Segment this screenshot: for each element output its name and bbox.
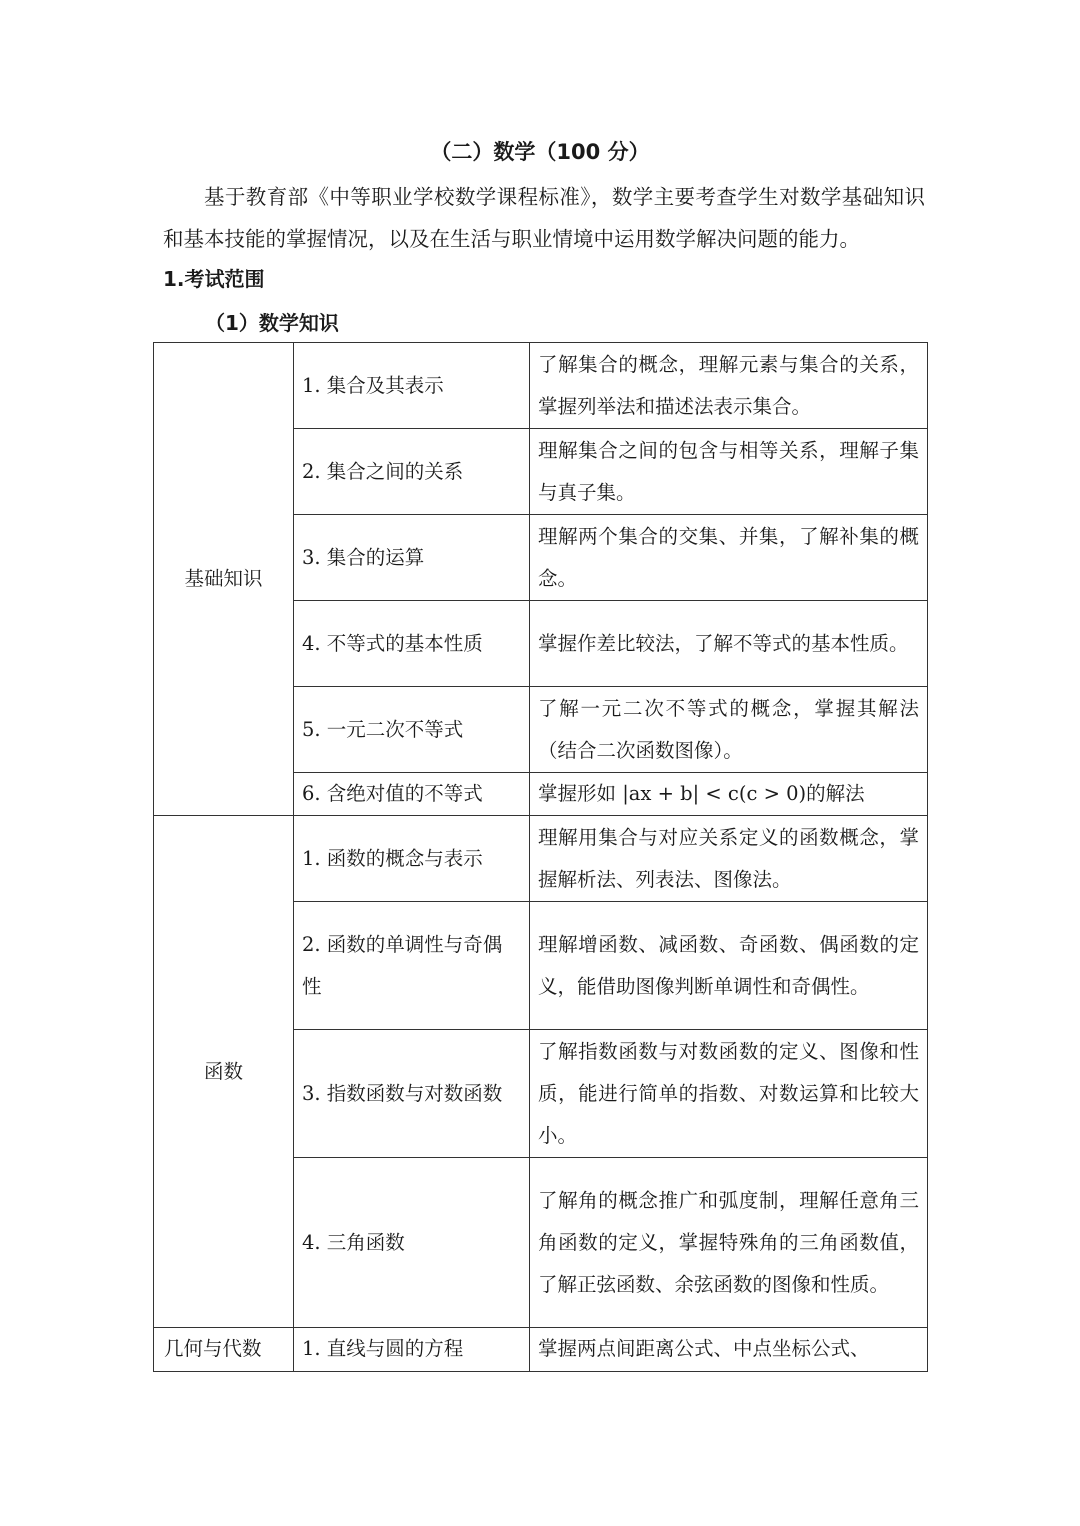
description-cell: 掌握作差比较法，了解不等式的基本性质。 — [530, 601, 928, 687]
topic-cell: 1. 直线与圆的方程 — [294, 1328, 530, 1372]
table-row — [154, 343, 928, 429]
topic-cell: 4. 不等式的基本性质 — [294, 601, 530, 687]
topic-cell: 2. 函数的单调性与奇偶性 — [294, 902, 530, 1030]
topic-cell: 4. 三角函数 — [294, 1158, 530, 1328]
section-heading: 1.考试范围 — [163, 267, 265, 291]
intro-paragraph: 基于教育部《中等职业学校数学课程标准》，数学主要考查学生对数学基础知识和基本技能的掌握情况，以及在生活与职业情境中运用数学解决问题的能力。 — [163, 185, 925, 251]
topic-cell: 3. 集合的运算 — [294, 515, 530, 601]
description-cell: 了解角的概念推广和弧度制，理解任意角三角函数的定义，掌握特殊角的三角函数值，了解正弦函数、余弦函数的图像和性质。 — [530, 1158, 928, 1328]
description-cell: 了解一元二次不等式的概念，掌握其解法（结合二次函数图像）。 — [530, 687, 928, 773]
subsection-heading: （1）数学知识 — [205, 311, 339, 335]
description-cell: 理解用集合与对应关系定义的函数概念，掌握解析法、列表法、图像法。 — [530, 816, 928, 902]
topic-cell: 1. 集合及其表示 — [294, 343, 530, 429]
topic-cell: 2. 集合之间的关系 — [294, 429, 530, 515]
description-cell: 理解两个集合的交集、并集，了解补集的概念。 — [530, 515, 928, 601]
topic-cell: 3. 指数函数与对数函数 — [294, 1030, 530, 1158]
category-cell: 基础知识 — [154, 343, 294, 816]
topic-cell: 6. 含绝对值的不等式 — [294, 773, 530, 816]
topic-cell: 1. 函数的概念与表示 — [294, 816, 530, 902]
topic-cell: 5. 一元二次不等式 — [294, 687, 530, 773]
category-cell: 几何与代数 — [154, 1328, 294, 1372]
table-row — [154, 816, 928, 902]
category-cell: 函数 — [154, 816, 294, 1328]
math-knowledge-table — [153, 342, 928, 1372]
description-cell: 掌握形如 |ax + b| < c(c > 0)的解法 — [530, 773, 928, 816]
description-cell: 了解指数函数与对数函数的定义、图像和性质，能进行简单的指数、对数运算和比较大小。 — [530, 1030, 928, 1158]
description-cell: 理解增函数、减函数、奇函数、偶函数的定义，能借助图像判断单调性和奇偶性。 — [530, 902, 928, 1030]
page-title: （二）数学（100 分） — [430, 140, 650, 164]
description-cell: 了解集合的概念，理解元素与集合的关系，掌握列举法和描述法表示集合。 — [530, 343, 928, 429]
description-cell: 掌握两点间距离公式、中点坐标公式、 — [530, 1328, 928, 1372]
description-cell: 理解集合之间的包含与相等关系，理解子集与真子集。 — [530, 429, 928, 515]
table-row — [154, 1328, 928, 1372]
